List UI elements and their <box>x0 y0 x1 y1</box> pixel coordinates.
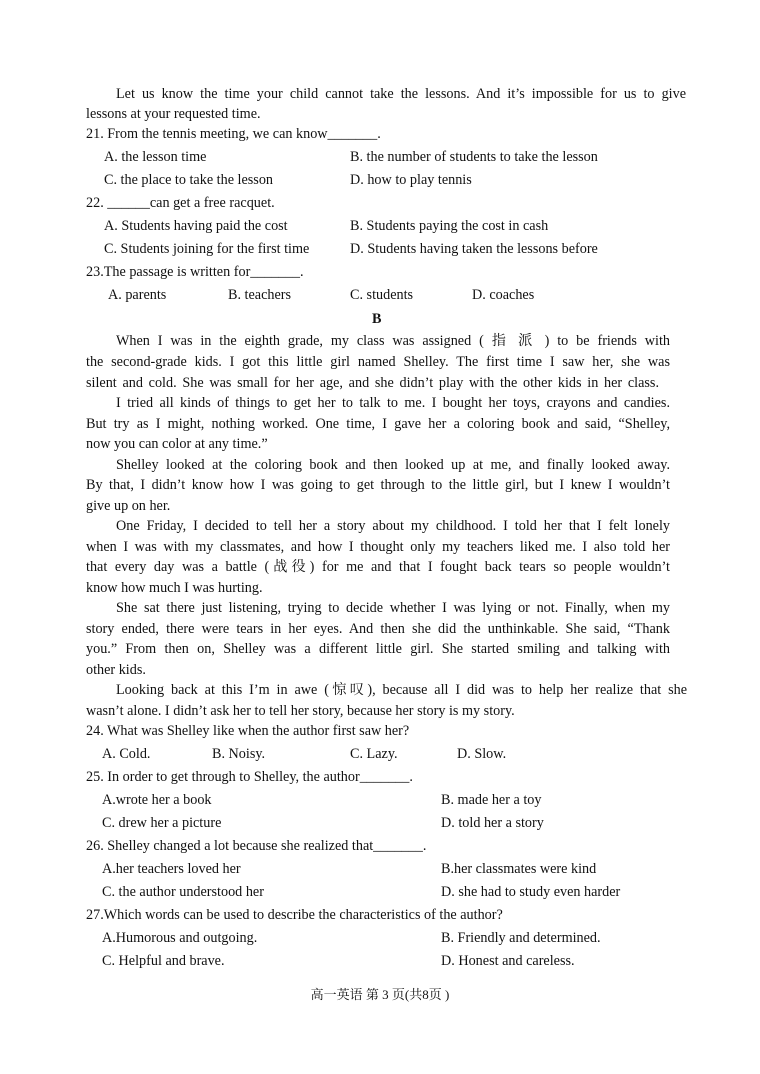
question-21-option-d: D. how to play tennis <box>350 172 472 188</box>
question-22-option-d: D. Students having taken the lessons before <box>350 241 598 257</box>
passage-b-line: silent and cold. She was small for her age, and she didn’t play with the other kids in her class. <box>86 375 659 391</box>
passage-b-line: Shelley looked at the coloring book and then looked up at me, and finally looked away. <box>116 457 670 473</box>
passage-b-line: the second-grade kids. I got this little girl named Shelley. The first time I saw her, she was <box>86 354 670 370</box>
question-23-option-d: D. coaches <box>472 287 535 303</box>
passage-b-line: But try as I might, nothing worked. One time, I gave her a coloring book and said, “Shelley, <box>86 416 670 432</box>
passage-b-line: She sat there just listening, trying to decide whether I was lying or not. Finally, when my <box>116 600 670 616</box>
question-27-stem: 27.Which words can be used to describe the characteristics of the author? <box>86 907 503 923</box>
question-24-option-c: C. Lazy. <box>350 746 398 762</box>
question-22-option-a: A. Students having paid the cost <box>104 218 288 234</box>
passage-b-line: One Friday, I decided to tell her a story about my childhood. I told her that I felt lonely <box>116 518 670 534</box>
passage-b-line: that every day was a battle (战役) for me and that I fought back tears so people wouldn’t <box>86 559 670 575</box>
question-27-option-a: A.Humorous and outgoing. <box>102 930 258 946</box>
question-24-stem: 24. What was Shelley like when the author first saw her? <box>86 723 410 739</box>
passage-b-line: when I was with my classmates, and how I thought only my teachers liked me. I also told her <box>86 539 670 555</box>
question-25-option-b: B. made her a toy <box>441 792 542 808</box>
question-23-option-a: A. parents <box>108 287 167 303</box>
passage-b-line: other kids. <box>86 662 146 678</box>
passage-a-line: Let us know the time your child cannot take the lessons. And it’s impossible for us to give <box>116 86 686 102</box>
question-27-option-b: B. Friendly and determined. <box>441 930 601 946</box>
passage-b-line: When I was in the eighth grade, my class was assigned ( 指 派 ) to be friends with <box>116 333 670 349</box>
question-27-option-c: C. Helpful and brave. <box>102 953 225 969</box>
page-footer: 高一英语 第 3 页(共8页 ) <box>310 987 450 1002</box>
question-26-option-a: A.her teachers loved her <box>102 861 241 877</box>
question-22-option-c: C. Students joining for the first time <box>104 241 310 257</box>
question-22-stem: 22. ______can get a free racquet. <box>86 195 275 211</box>
question-23-stem: 23.The passage is written for_______. <box>86 264 304 280</box>
question-26-option-b: B.her classmates were kind <box>441 861 597 877</box>
question-23-option-c: C. students <box>350 287 414 303</box>
question-25-option-d: D. told her a story <box>441 815 544 831</box>
passage-b-line: wasn’t alone. I didn’t ask her to tell her story, because her story is my story. <box>86 703 515 719</box>
question-26-option-c: C. the author understood her <box>102 884 264 900</box>
passage-b-line: you.” From then on, Shelley was a different little girl. She started smiling and talking with <box>86 641 670 657</box>
passage-b-line: now you can color at any time.” <box>86 436 268 452</box>
passage-b-line: Looking back at this I’m in awe (惊叹), because all I did was to help her realize that she <box>116 682 687 698</box>
passage-b-line: give up on her. <box>86 498 171 514</box>
question-21-stem: 21. From the tennis meeting, we can know_______. <box>86 126 381 142</box>
passage-b-line: story ended, there were tears in her eyes. And then she did the unthinkable. She said, “Thank <box>86 621 670 637</box>
question-26-stem: 26. Shelley changed a lot because she realized that_______. <box>86 838 427 854</box>
passage-b-line: I tried all kinds of things to get her to talk to me. I bought her toys, crayons and candies. <box>116 395 670 411</box>
passage-b-line: By that, I didn’t know how I was going to get through to the little girl, but I knew I wouldn’t <box>86 477 670 493</box>
passage-a-line: lessons at your requested time. <box>86 106 261 122</box>
question-21-option-a: A. the lesson time <box>104 149 207 165</box>
question-24-option-b: B. Noisy. <box>212 746 266 762</box>
question-21-option-c: C. the place to take the lesson <box>104 172 274 188</box>
question-25-option-a: A.wrote her a book <box>102 792 212 808</box>
question-24-option-d: D. Slow. <box>457 746 507 762</box>
question-27-option-d: D. Honest and careless. <box>441 953 575 969</box>
question-22-option-b: B. Students paying the cost in cash <box>350 218 549 234</box>
question-21-option-b: B. the number of students to take the lesson <box>350 149 598 165</box>
question-24-option-a: A. Cold. <box>102 746 151 762</box>
section-b-heading: B <box>372 311 382 327</box>
question-26-option-d: D. she had to study even harder <box>441 884 621 900</box>
passage-b-line: know how much I was hurting. <box>86 580 263 596</box>
question-23-option-b: B. teachers <box>228 287 292 303</box>
question-25-option-c: C. drew her a picture <box>102 815 222 831</box>
question-25-stem: 25. In order to get through to Shelley, the author_______. <box>86 769 413 785</box>
